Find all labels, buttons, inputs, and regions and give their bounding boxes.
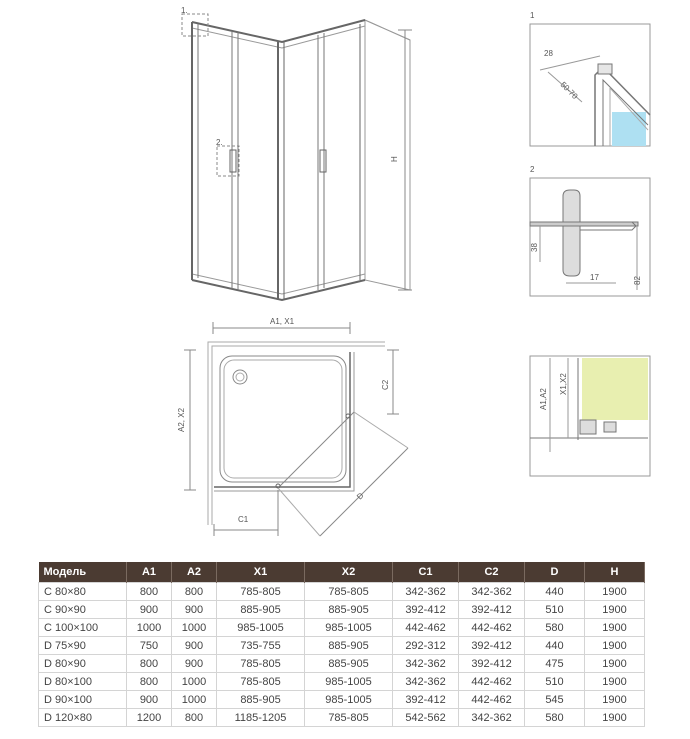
table-cell: 900 xyxy=(172,637,217,655)
header-a1: A1 xyxy=(127,562,172,583)
table-cell: 292-312 xyxy=(393,637,459,655)
table-cell: D 80×90 xyxy=(39,655,127,673)
height-label: H xyxy=(390,156,399,162)
table-cell: 1900 xyxy=(585,619,645,637)
table-cell: 392-412 xyxy=(393,691,459,709)
table-cell: 442-462 xyxy=(393,619,459,637)
detail-1-marker: 1. xyxy=(181,6,188,15)
table-cell: 800 xyxy=(127,655,172,673)
detail-1-dim-b: 50-70 xyxy=(558,80,580,101)
table-row xyxy=(39,655,645,673)
table-cell: 900 xyxy=(172,601,217,619)
table-cell: 1900 xyxy=(585,709,645,727)
header-x2: X2 xyxy=(305,562,393,583)
table-cell: 885-905 xyxy=(217,601,305,619)
table-cell: 785-805 xyxy=(217,673,305,691)
table-cell: 580 xyxy=(525,619,585,637)
table-cell: C 100×100 xyxy=(39,619,127,637)
table-row xyxy=(39,709,645,727)
table-cell: 510 xyxy=(525,673,585,691)
header-c1: C1 xyxy=(393,562,459,583)
header-h: H xyxy=(585,562,645,583)
side-dimension-label: A2, X2 xyxy=(177,407,186,432)
table-cell: 785-805 xyxy=(305,709,393,727)
table-cell: 580 xyxy=(525,709,585,727)
header-d: D xyxy=(525,562,585,583)
header-model: Модель xyxy=(39,562,127,583)
detail-2-marker: 2. xyxy=(216,138,223,147)
detail-1-dim-a: 28 xyxy=(544,49,553,58)
detail-1 xyxy=(530,24,650,146)
table-cell: 542-562 xyxy=(393,709,459,727)
table-header-row xyxy=(39,562,645,583)
table-cell: 1185-1205 xyxy=(217,709,305,727)
table-cell: 900 xyxy=(127,601,172,619)
d-label: D xyxy=(355,490,366,502)
table-cell: 985-1005 xyxy=(305,691,393,709)
detail-2-dim-c: 82 xyxy=(633,276,642,285)
table-cell: 885-905 xyxy=(217,691,305,709)
detail-2-title: 2 xyxy=(530,165,535,174)
table-cell: 342-362 xyxy=(459,583,525,601)
header-x1: X1 xyxy=(217,562,305,583)
shower-perspective-view xyxy=(182,14,412,300)
table-cell: 1000 xyxy=(172,691,217,709)
table-row xyxy=(39,637,645,655)
table-cell: 1900 xyxy=(585,655,645,673)
table-cell: 785-805 xyxy=(217,655,305,673)
table-cell: 1000 xyxy=(172,619,217,637)
table-cell: 1900 xyxy=(585,601,645,619)
specification-table xyxy=(38,562,645,727)
table-cell: 342-362 xyxy=(393,655,459,673)
table-cell: 392-412 xyxy=(459,637,525,655)
table-cell: 442-462 xyxy=(459,673,525,691)
table-cell: C 80×80 xyxy=(39,583,127,601)
table-row xyxy=(39,691,645,709)
table-row xyxy=(39,619,645,637)
detail-3-dim-b: X1,X2 xyxy=(559,373,568,395)
table-cell: 442-462 xyxy=(459,619,525,637)
shower-plan-view xyxy=(184,322,408,536)
table-cell: 1900 xyxy=(585,637,645,655)
table-cell: 475 xyxy=(525,655,585,673)
detail-3 xyxy=(530,356,650,476)
table-row xyxy=(39,601,645,619)
table-cell: 1000 xyxy=(127,619,172,637)
table-cell: C 90×90 xyxy=(39,601,127,619)
table-cell: 1200 xyxy=(127,709,172,727)
table-cell: 735-755 xyxy=(217,637,305,655)
table-cell: 342-362 xyxy=(393,583,459,601)
table-cell: 1900 xyxy=(585,673,645,691)
c1-label: C1 xyxy=(238,515,249,524)
table-cell: 800 xyxy=(172,709,217,727)
table-cell: 440 xyxy=(525,583,585,601)
table-body xyxy=(39,583,645,727)
table-cell: D 120×80 xyxy=(39,709,127,727)
detail-2-dim-a: 38 xyxy=(530,243,539,252)
table-cell: 442-462 xyxy=(459,691,525,709)
top-dimension-label: A1, X1 xyxy=(270,317,295,326)
detail-2-dim-b: 17 xyxy=(590,273,599,282)
table-cell: 985-1005 xyxy=(217,619,305,637)
table-cell: 800 xyxy=(172,583,217,601)
table-cell: 785-805 xyxy=(305,583,393,601)
table-cell: D 75×90 xyxy=(39,637,127,655)
table-row xyxy=(39,673,645,691)
table-cell: 392-412 xyxy=(459,655,525,673)
detail-1-title: 1 xyxy=(530,11,535,20)
table-cell: 440 xyxy=(525,637,585,655)
table-cell: 392-412 xyxy=(393,601,459,619)
detail-3-dim-a: A1,A2 xyxy=(539,388,548,410)
table-cell: 1000 xyxy=(172,673,217,691)
c2-label: C2 xyxy=(381,379,390,390)
table-cell: 342-362 xyxy=(393,673,459,691)
table-cell: 885-905 xyxy=(305,655,393,673)
table-cell: 1900 xyxy=(585,583,645,601)
table-cell: 392-412 xyxy=(459,601,525,619)
table-cell: 800 xyxy=(127,583,172,601)
table-cell: 985-1005 xyxy=(305,619,393,637)
table-row xyxy=(39,583,645,601)
table-cell: 785-805 xyxy=(217,583,305,601)
table-cell: 885-905 xyxy=(305,637,393,655)
table-cell: D 90×100 xyxy=(39,691,127,709)
table-cell: 800 xyxy=(127,673,172,691)
header-a2: A2 xyxy=(172,562,217,583)
table-cell: D 80×100 xyxy=(39,673,127,691)
table-cell: 510 xyxy=(525,601,585,619)
header-c2: C2 xyxy=(459,562,525,583)
table-cell: 900 xyxy=(172,655,217,673)
table-cell: 750 xyxy=(127,637,172,655)
table-cell: 900 xyxy=(127,691,172,709)
table-cell: 342-362 xyxy=(459,709,525,727)
table-cell: 885-905 xyxy=(305,601,393,619)
table-cell: 985-1005 xyxy=(305,673,393,691)
table-cell: 1900 xyxy=(585,691,645,709)
table-cell: 545 xyxy=(525,691,585,709)
